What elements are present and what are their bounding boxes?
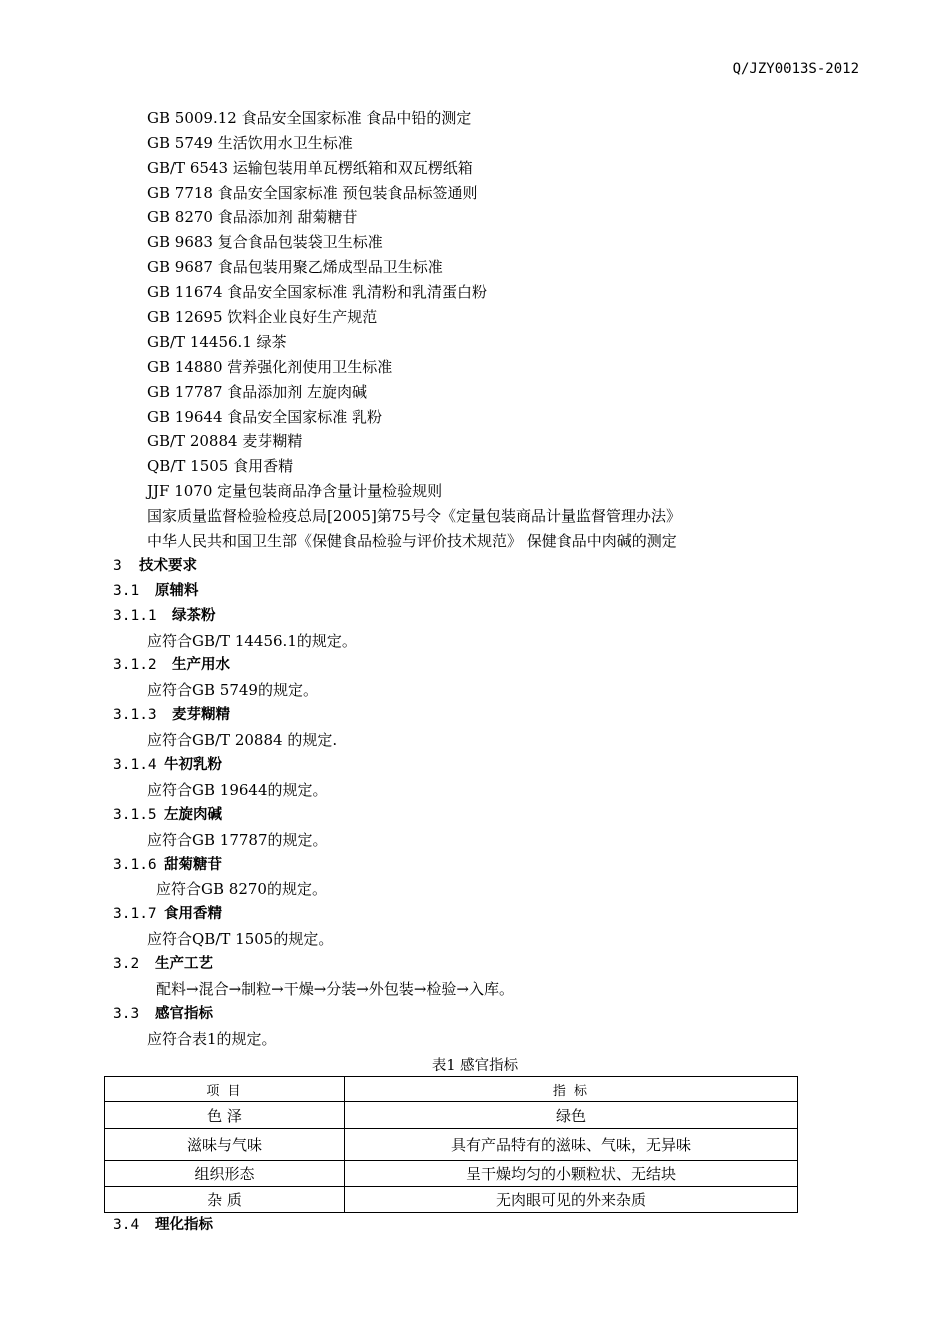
section-number: 3.1.6 xyxy=(113,857,157,873)
section-number: 3 xyxy=(113,558,122,574)
section-3-1-2-text: 应符合GB 5749的规定。 xyxy=(147,681,318,699)
section-3-2-text: 配料→混合→制粒→干燥→分装→外包装→检验→入库。 xyxy=(156,980,514,998)
section-3-1-5-text: 应符合GB 17787的规定。 xyxy=(147,831,328,849)
table-cell-indicator: 无肉眼可见的外来杂质 xyxy=(345,1187,798,1213)
section-number: 3.1.4 xyxy=(113,757,157,773)
section-3-1-7-text: 应符合QB/T 1505的规定。 xyxy=(147,930,334,948)
sensory-table xyxy=(104,1076,798,1213)
ref-gb9687: GB 9687 食品包装用聚乙烯成型品卫生标准 xyxy=(147,258,443,276)
section-3-1-6-heading xyxy=(113,855,222,875)
table-row xyxy=(105,1129,798,1161)
section-3-1-7-heading xyxy=(113,904,222,924)
section-3-1-4-text: 应符合GB 19644的规定。 xyxy=(147,781,328,799)
ref-gb7718: GB 7718 食品安全国家标准 预包装食品标签通则 xyxy=(147,184,478,202)
table-cell-item: 组织形态 xyxy=(105,1161,345,1187)
section-3-1-heading xyxy=(113,581,199,601)
table-cell-item: 色 泽 xyxy=(105,1102,345,1129)
section-title: 技术要求 xyxy=(139,558,197,574)
section-3-1-2-heading xyxy=(113,655,230,675)
ref-gb8270: GB 8270 食品添加剂 甜菊糖苷 xyxy=(147,208,358,226)
table-cell-item: 杂 质 xyxy=(105,1187,345,1213)
section-title: 甜菊糖苷 xyxy=(164,857,222,873)
ref-gb5749: GB 5749 生活饮用水卫生标准 xyxy=(147,134,353,152)
section-3-1-4-heading xyxy=(113,755,222,775)
section-3-1-3-heading xyxy=(113,705,230,725)
ref-gbt14456-1: GB/T 14456.1 绿茶 xyxy=(147,333,287,351)
section-number: 3.2 xyxy=(113,956,140,972)
section-title: 麦芽糊精 xyxy=(172,707,230,723)
section-number: 3.3 xyxy=(113,1006,140,1022)
ref-gb19644: GB 19644 食品安全国家标准 乳粉 xyxy=(147,408,383,426)
ref-gb17787: GB 17787 食品添加剂 左旋肉碱 xyxy=(147,383,368,401)
document-code: Q/JZY0013S-2012 xyxy=(732,61,859,77)
ref-qbt1505: QB/T 1505 食用香精 xyxy=(147,457,294,475)
section-title: 绿茶粉 xyxy=(172,608,216,624)
ref-gb12695: GB 12695 饮料企业良好生产规范 xyxy=(147,308,378,326)
ref-order-75: 国家质量监督检验检疫总局[2005]第75号令《定量包装商品计量监督管理办法》 xyxy=(147,507,681,525)
section-3-1-1-text: 应符合GB/T 14456.1的规定。 xyxy=(147,632,357,650)
ref-jjf1070: JJF 1070 定量包装商品净含量计量检验规则 xyxy=(147,482,443,500)
table-cell-indicator: 呈干燥均匀的小颗粒状、无结块 xyxy=(345,1161,798,1187)
section-3-heading xyxy=(113,556,197,576)
ref-gbt20884: GB/T 20884 麦芽糊精 xyxy=(147,432,303,450)
table-cell-indicator: 具有产品特有的滋味、气味，无异味 xyxy=(345,1129,798,1161)
column-header-item: 项 目 xyxy=(105,1077,345,1102)
section-3-1-3-text: 应符合GB/T 20884 的规定. xyxy=(147,731,338,749)
ref-health-spec: 中华人民共和国卫生部《保健食品检验与评价技术规范》 保健食品中肉碱的测定 xyxy=(147,532,677,550)
section-3-1-5-heading xyxy=(113,805,222,825)
section-title: 感官指标 xyxy=(155,1006,213,1022)
table-cell-item: 滋味与气味 xyxy=(105,1129,345,1161)
section-number: 3.1.1 xyxy=(113,608,157,624)
section-title: 生产工艺 xyxy=(155,956,213,972)
section-3-4-heading xyxy=(113,1215,213,1235)
ref-gb9683: GB 9683 复合食品包装袋卫生标准 xyxy=(147,233,383,251)
section-number: 3.1 xyxy=(113,583,140,599)
section-3-3-heading xyxy=(113,1004,213,1024)
ref-gb11674: GB 11674 食品安全国家标准 乳清粉和乳清蛋白粉 xyxy=(147,283,488,301)
table-1-caption: 表1 感官指标 xyxy=(431,1058,519,1074)
table-row xyxy=(105,1161,798,1187)
ref-gb14880: GB 14880 营养强化剂使用卫生标准 xyxy=(147,358,393,376)
table-cell-indicator: 绿色 xyxy=(345,1102,798,1129)
ref-gb5009-12: GB 5009.12 食品安全国家标准 食品中铅的测定 xyxy=(147,109,472,127)
section-number: 3.1.7 xyxy=(113,906,157,922)
section-number: 3.4 xyxy=(113,1217,140,1233)
section-number: 3.1.3 xyxy=(113,707,157,723)
section-title: 理化指标 xyxy=(155,1217,213,1233)
section-3-2-heading xyxy=(113,954,213,974)
section-title: 原辅料 xyxy=(155,583,199,599)
section-title: 食用香精 xyxy=(164,906,222,922)
ref-gbt6543: GB/T 6543 运输包装用单瓦楞纸箱和双瓦楞纸箱 xyxy=(147,159,473,177)
table-header-row xyxy=(105,1077,798,1102)
section-3-3-text: 应符合表1的规定。 xyxy=(147,1030,277,1048)
table-row xyxy=(105,1187,798,1213)
section-number: 3.1.2 xyxy=(113,657,157,673)
column-header-indicator: 指 标 xyxy=(345,1077,798,1102)
section-3-1-1-heading xyxy=(113,606,216,626)
section-title: 左旋肉碱 xyxy=(164,807,222,823)
section-number: 3.1.5 xyxy=(113,807,157,823)
table-row xyxy=(105,1102,798,1129)
section-title: 生产用水 xyxy=(172,657,230,673)
section-title: 牛初乳粉 xyxy=(164,757,222,773)
section-3-1-6-text: 应符合GB 8270的规定。 xyxy=(156,880,327,898)
